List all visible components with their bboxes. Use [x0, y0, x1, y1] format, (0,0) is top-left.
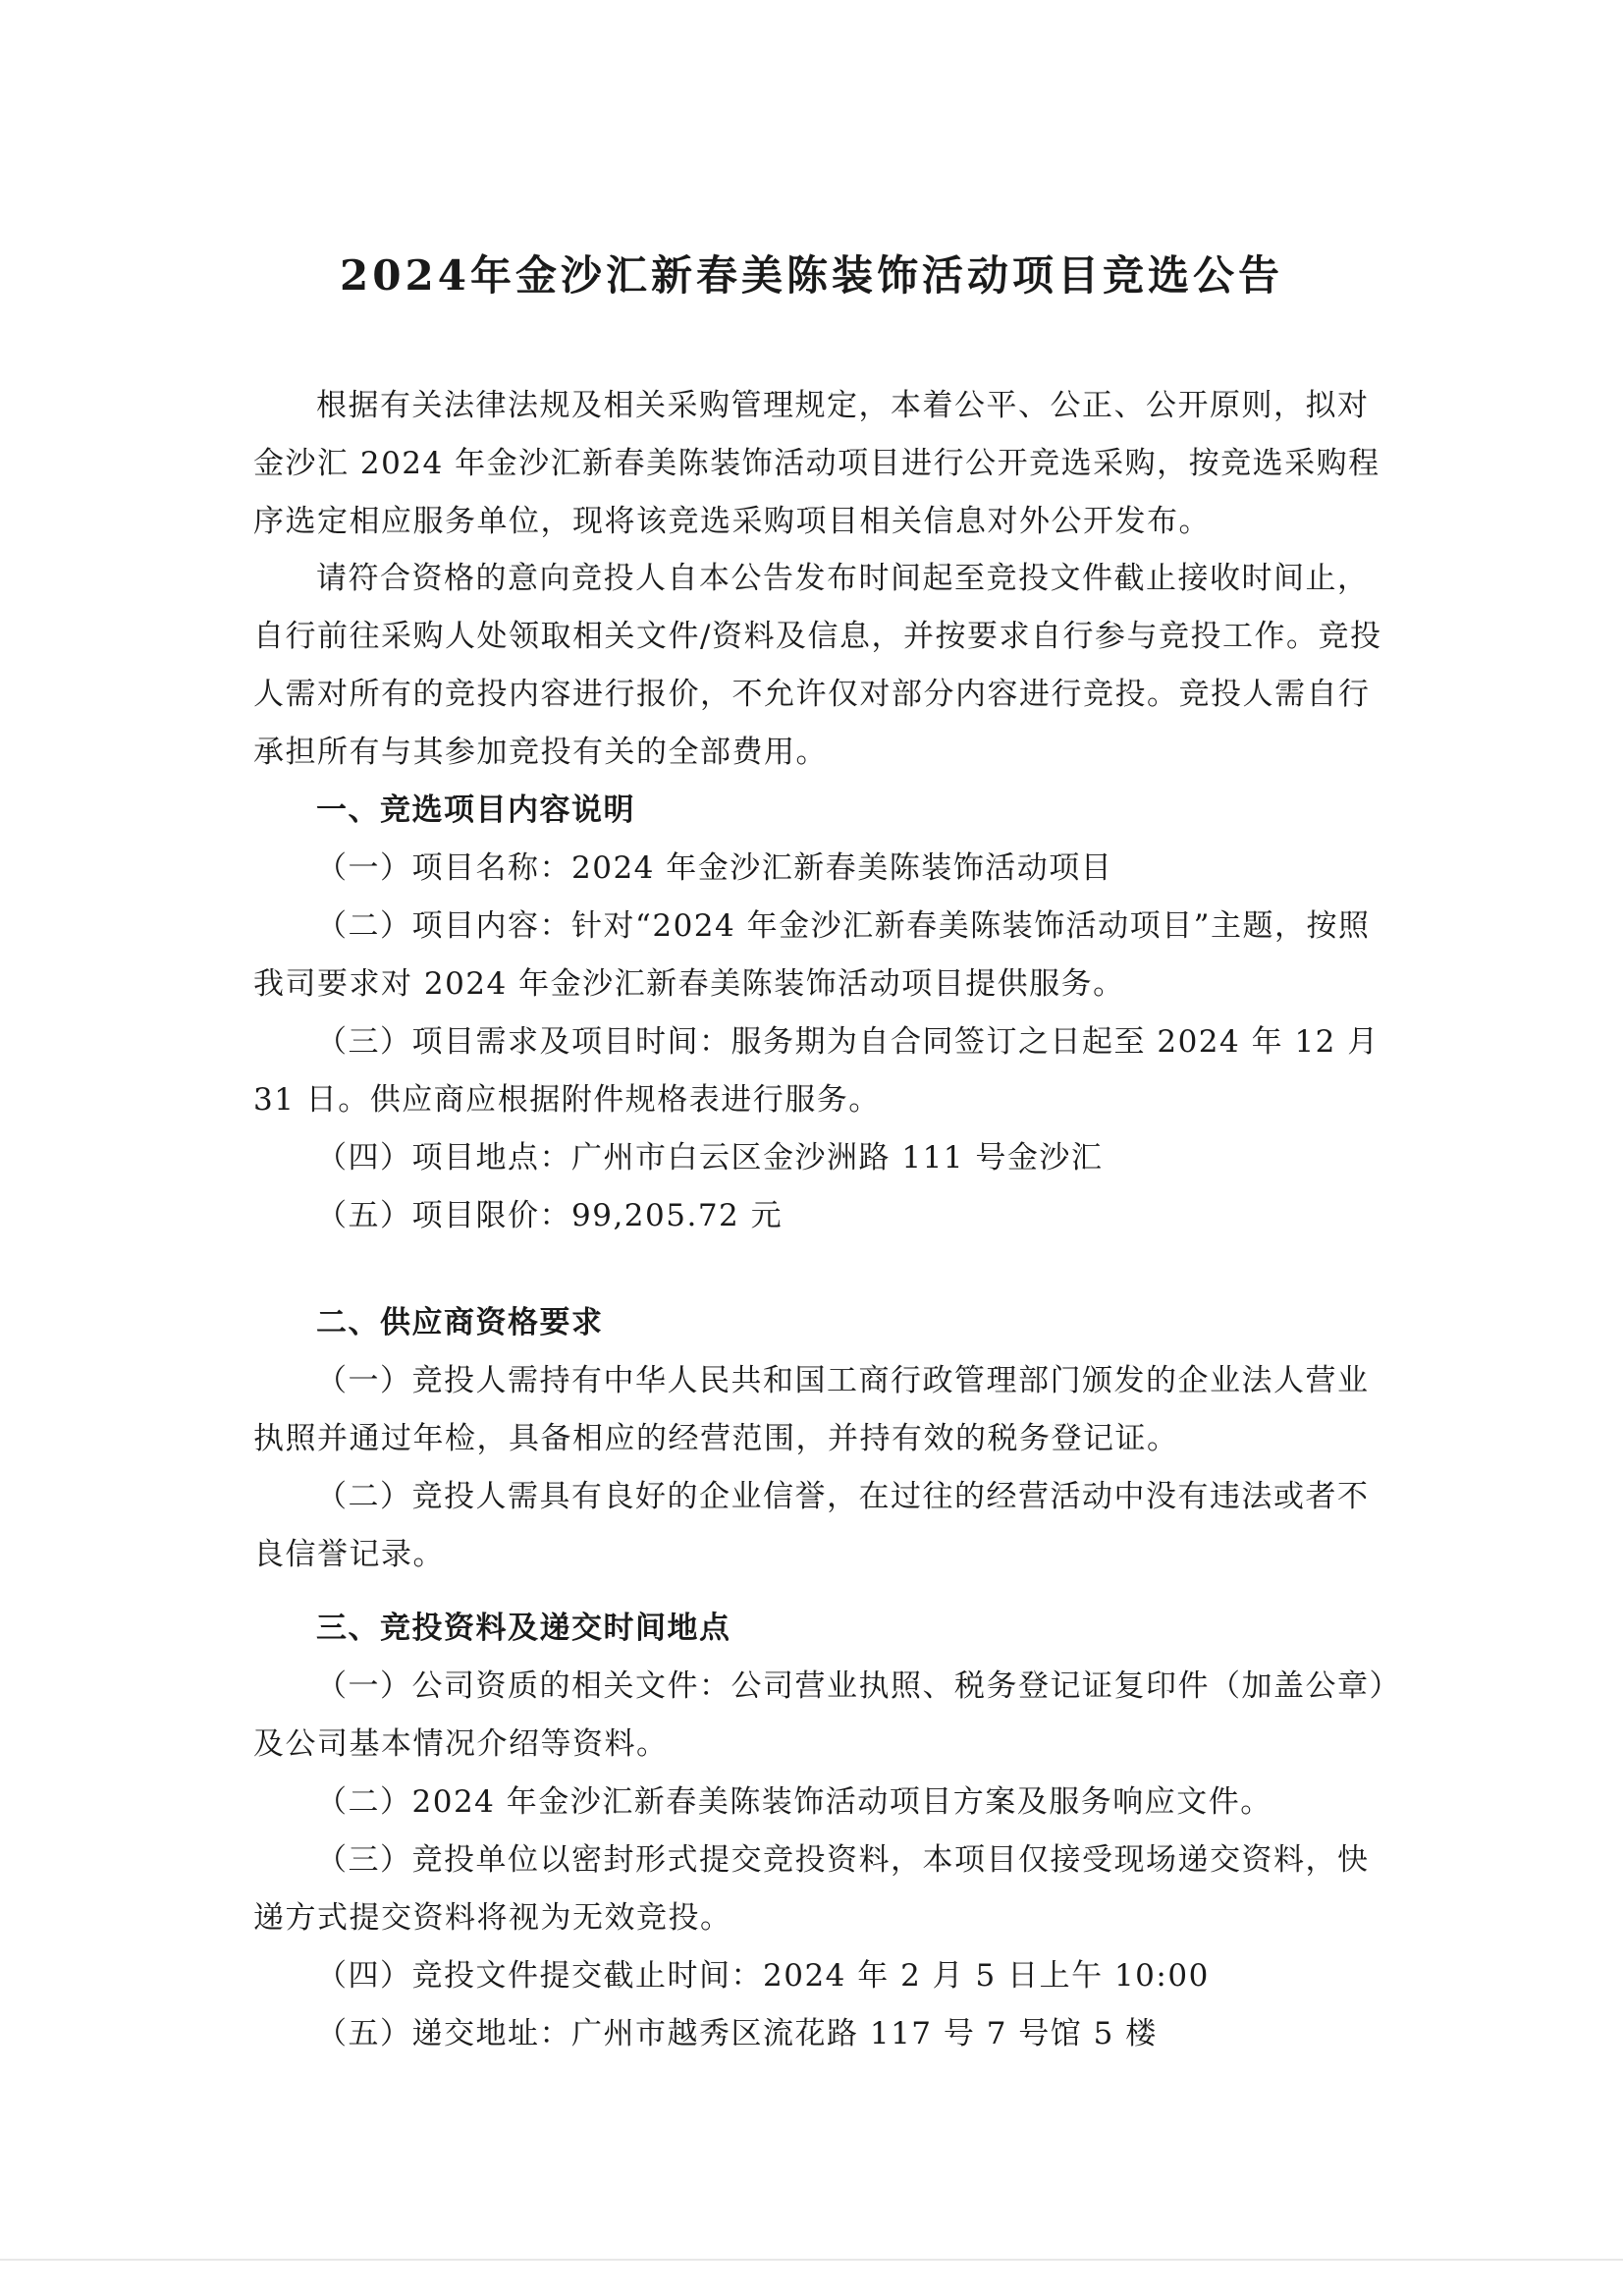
- section-2-heading: 二、供应商资格要求: [316, 1305, 604, 1340]
- section-1-item-4: （四）项目地点：广州市白云区金沙洲路 111 号金沙汇: [316, 1140, 1104, 1175]
- section-1-item-3: （三）项目需求及项目时间：服务期为自合同签订之日起至 2024 年 12 月 31 日。供应商应根据附件规格表进行服务。: [253, 1024, 1380, 1118]
- section-3-item-2: （二）2024 年金沙汇新春美陈装饰活动项目方案及服务响应文件。: [316, 1784, 1272, 1820]
- section-1-heading: 一、竞选项目内容说明: [316, 793, 635, 828]
- section-1-item-2: （二）项目内容：针对“2024 年金沙汇新春美陈装饰活动项目”主题，按照我司要求对 2024 年金沙汇新春美陈装饰活动项目提供服务。: [253, 908, 1371, 1002]
- scan-edge-line: [0, 2259, 1623, 2261]
- intro-paragraph-1: 根据有关法律法规及相关采购管理规定，本着公平、公正、公开原则，拟对金沙汇 2024 年金沙汇新春美陈装饰活动项目进行公开竞选采购，按竞选采购程序选定相应服务单位，现将该竞选采购项目相关信息对外公开发布。: [253, 388, 1380, 539]
- section-3-item-1: （一）公司资质的相关文件：公司营业执照、税务登记证复印件（加盖公章）及公司基本情况介绍等资料。: [253, 1668, 1386, 1762]
- section-3-item-3: （三）竞投单位以密封形式提交竞投资料，本项目仅接受现场递交资料，快递方式提交资料将视为无效竞投。: [253, 1842, 1370, 1936]
- section-1-item-5: （五）项目限价：99,205.72 元: [316, 1198, 784, 1233]
- section-3-item-4: （四）竞投文件提交截止时间：2024 年 2 月 5 日上午 10:00: [316, 1958, 1210, 1994]
- section-3-heading: 三、竞投资料及递交时间地点: [316, 1611, 731, 1646]
- section-3-item-5: （五）递交地址：广州市越秀区流花路 117 号 7 号馆 5 楼: [316, 2016, 1158, 2051]
- document-title: 2024年金沙汇新春美陈装饰活动项目竞选公告: [340, 251, 1283, 300]
- section-2-item-2: （二）竞投人需具有良好的企业信誉，在过往的经营活动中没有违法或者不良信誉记录。: [253, 1479, 1370, 1572]
- intro-paragraph-2: 请符合资格的意向竞投人自本公告发布时间起至竞投文件截止接收时间止，自行前往采购人处领取相关文件/资料及信息，并按要求自行参与竞投工作。竞投人需对所有的竞投内容进行报价，不允许仅对部分内容进行竞投。竞投人需自行承担所有与其参加竞投有关的全部费用。: [253, 561, 1382, 770]
- section-2-item-1: （一）竞投人需持有中华人民共和国工商行政管理部门颁发的企业法人营业执照并通过年检，具备相应的经营范围，并持有效的税务登记证。: [253, 1363, 1370, 1456]
- section-1-item-1: （一）项目名称：2024 年金沙汇新春美陈装饰活动项目: [316, 850, 1113, 886]
